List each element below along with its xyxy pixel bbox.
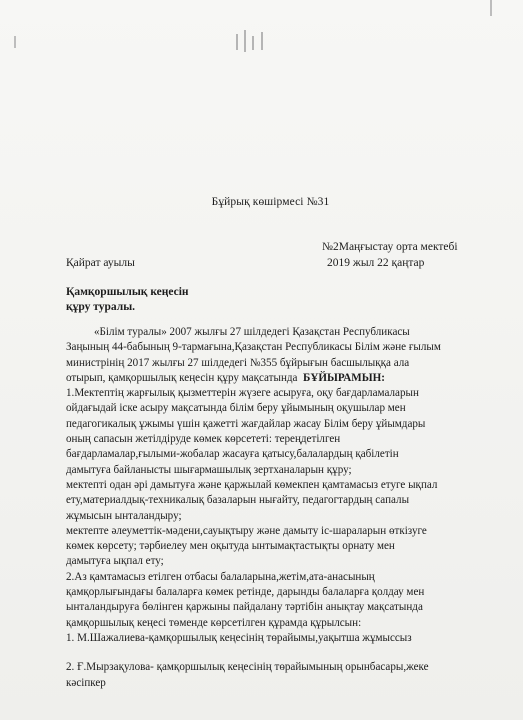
item1-line: ету,материалдық-техникалық базаларын нығайту, педагогтардың сапалы <box>66 494 410 507</box>
intro-line: «Білім туралы» 2007 жылғы 27 шілдедегі Қазақстан Республикасы <box>94 326 410 338</box>
document-subject <box>66 285 189 315</box>
intro-line: отырып, қамқоршылық кеңесін құру мақсатында <box>66 371 298 384</box>
school-name: №2Маңғыстау орта мектебі <box>322 241 458 253</box>
intro-line: министрінің 2017 жылғы 27 шілдедегі №355 бұйрығын басшылыққа ала <box>66 356 410 369</box>
item1-line: бағдарламалар,ғылыми-жобалар жасауға қатысу,балалардың қабілетін <box>66 448 399 461</box>
place-name: Қайрат ауылы <box>66 257 135 269</box>
item1-line: оның сапасын жетілдіруде көмек көрсететі: тереңдетілген <box>66 433 341 446</box>
item2-line: 2.Аз қамтамасыз етілген отбасы балаларына,жетім,ата-анасының <box>66 570 375 583</box>
item1-line: мектепті одан әрі дамытуға және қаржылай көмекпен қамтамасыз етуге ықпал <box>66 478 438 491</box>
item1-line: педагогикалық ұжымы үшін қажетті жағдайлар жасау Білім беру ұйымдары <box>66 417 426 430</box>
item2-line: қамқорлығындағы балаларға көмек ретінде, дарынды балаларға қолдау мен <box>66 586 425 599</box>
subject-line-1: Қамқоршылық кеңесін <box>66 286 189 298</box>
item2-line: қамқоршылық кеңесі төменде көрсетілген құрамда құрылсын: <box>66 616 362 629</box>
subject-line-2: құру туралы. <box>66 301 136 313</box>
scan-mark-top-right <box>490 0 492 16</box>
document-body <box>66 325 496 691</box>
command-word: БҰЙЫРАМЫН: <box>303 371 385 384</box>
item1-line: ойдағыдай іске асыру мақсатында білім беру ұйымының оқушылар мен <box>66 402 406 415</box>
item1-line: дамытуға байланысты шығармашылық зертханаларын құру; <box>66 463 352 476</box>
item1-line: 1.Мектептің жарғылық қызметтерін жүзеге асыруға, оқу бағдарламаларын <box>66 387 419 400</box>
member-2-line-1: 2. Ғ.Мырзақулова- қамқоршылық кеңесінің төрайымының орынбасары,жеке <box>66 661 429 674</box>
faded-stamp-marks <box>232 28 272 54</box>
item1-line: мектепте әлеуметтік-мәдени,сауықтыру және дамыту іс-шараларын өткізуге <box>66 524 427 537</box>
item1-line: көмек көрсету; тәрбиелеу мен оқытуда ынтымақтастықты орнату мен <box>66 540 395 553</box>
item1-line: дамытуға ықпал ету; <box>66 555 164 568</box>
intro-line-with-command <box>66 371 496 386</box>
item1-line: жұмысын ынталандыру; <box>66 509 182 522</box>
scan-mark-left-edge <box>14 36 16 48</box>
item2-line: ынталандыруға бөлінген қаржыны пайдалану тәртібін анықтау мақсатында <box>66 601 423 614</box>
document-title: Бұйрық көшірмесі №31 <box>211 196 330 208</box>
member-2-line-2: кәсіпкер <box>66 676 106 689</box>
intro-line: Заңының 44-бабының 9-тармағына,Қазақстан Республикасы Білім және ғылым <box>66 341 441 354</box>
document-date: 2019 жыл 22 қаңтар <box>327 257 425 269</box>
member-1: 1. М.Шажалиева-қамқоршылық кеңесінің төрайымы,уақытша жұмыссыз <box>66 631 412 644</box>
